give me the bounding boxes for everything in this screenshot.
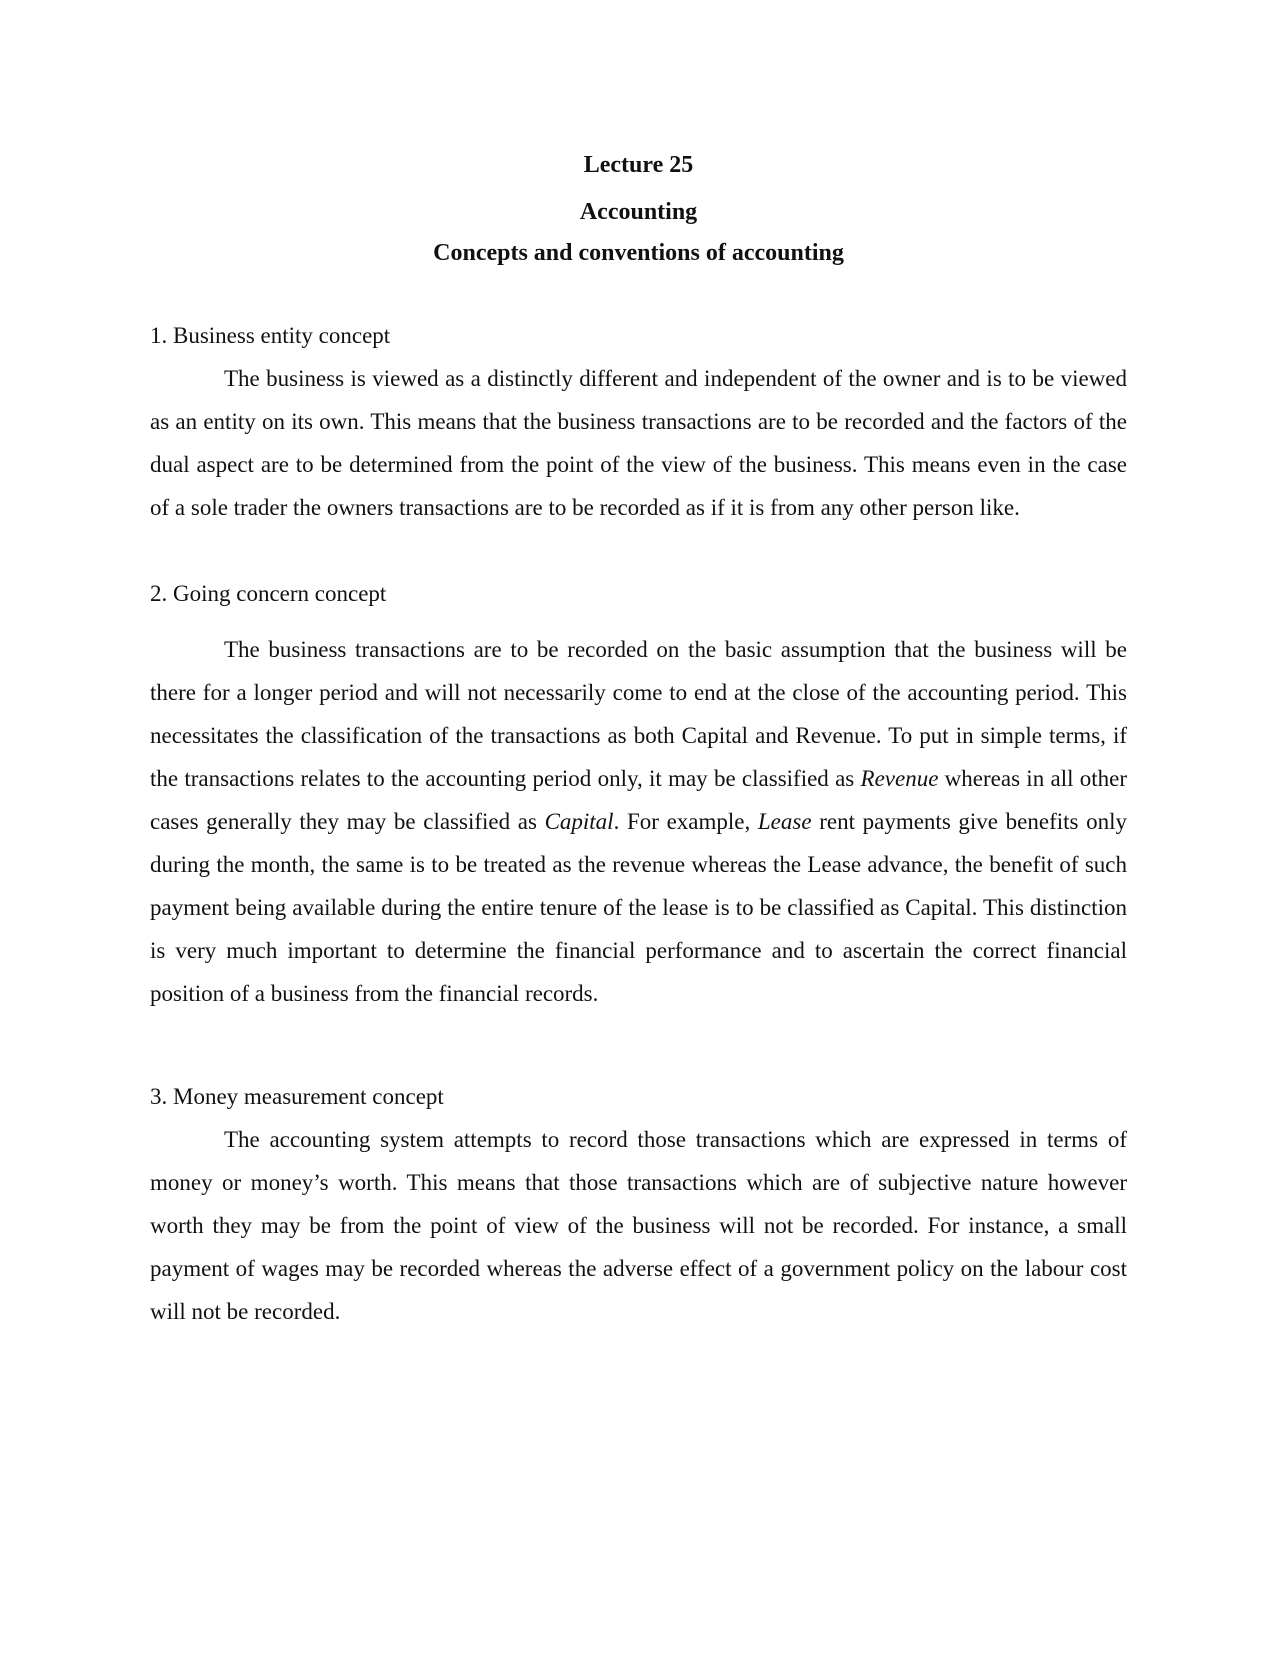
topic-title: Concepts and conventions of accounting	[433, 240, 844, 266]
italic-term-revenue: Revenue	[860, 766, 939, 791]
italic-term-capital: Capital	[544, 809, 614, 834]
section-heading-going-concern: 2. Going concern concept	[150, 581, 387, 606]
section-heading-business-entity: 1. Business entity concept	[150, 323, 391, 348]
italic-term-lease: Lease	[757, 809, 812, 834]
section-body-money-measurement: The accounting system attempts to record those transactions which are expressed in terms of money or money’s worth. This means that those transactions which are of subjective nature however worth they may be from the point of view of the business will not be recorded. For instance, a small payment of wages may be recorded whereas the adverse effect of a government policy on the labour cost will not be recorded.	[150, 1127, 1127, 1324]
body-text: The business transactions are to be recorded on the basic assumption that the business will be there for a longer period and will not necessarily come to end at the close of the accounting period. This necessitates the classification of the transactions as both Capital and Revenue. To put in simple terms, if the transactions relates to the accounting period only, it may be classified as	[150, 637, 1127, 791]
section-heading-money-measurement: 3. Money measurement concept	[150, 1084, 444, 1109]
body-text: whereas in all other cases generally they may be classified as	[150, 766, 1128, 834]
lecture-number: Lecture 25	[583, 152, 694, 178]
subject-title: Accounting	[579, 199, 698, 225]
body-text: . For example,	[613, 809, 758, 834]
section-body-going-concern	[150, 628, 1127, 1015]
section-body-business-entity: The business is viewed as a distinctly different and independent of the owner and is to be viewed as an entity on its own. This means that the business transactions are to be recorded and the factors of the dual aspect are to be determined from the point of the view of the business. This means even in the case of a sole trader the owners transactions are to be recorded as if it is from any other person like.	[150, 366, 1127, 520]
body-text: rent payments give benefits only during the month, the same is to be treated as the revenue whereas the Lease advance, the benefit of such payment being available during the entire tenure of the lease is to be classified as Capital. This distinction is very much important to determine the financial performance and to ascertain the correct financial position of a business from the financial records.	[150, 809, 1128, 1006]
